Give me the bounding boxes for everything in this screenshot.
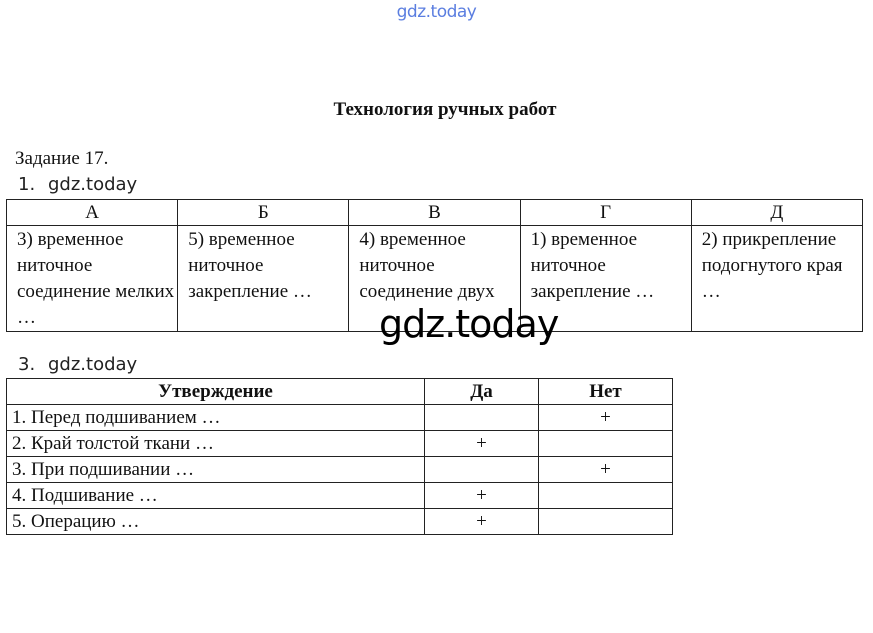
yes-cell: + — [425, 431, 539, 457]
part1-number: 1. — [18, 174, 36, 195]
matching-header-b: Б — [178, 200, 349, 226]
statement-cell: 3. При подшивании … — [7, 457, 425, 483]
yes-cell: + — [425, 509, 539, 535]
no-cell — [539, 483, 673, 509]
statement-header: Утверждение — [7, 379, 425, 405]
no-cell: + — [539, 457, 673, 483]
matching-cell: 3) временное ниточное соединение мелких … — [7, 226, 178, 332]
statements-header-row — [7, 379, 673, 405]
matching-header-a: А — [7, 200, 178, 226]
yes-cell — [425, 457, 539, 483]
part3-heading — [18, 354, 137, 375]
part1-site: gdz.today — [48, 174, 138, 195]
yes-header: Да — [425, 379, 539, 405]
matching-cell: 1) временное ниточное закрепление … — [520, 226, 691, 332]
task-label: Задание 17. — [15, 148, 109, 169]
yes-cell: + — [425, 483, 539, 509]
no-cell — [539, 509, 673, 535]
no-cell: + — [539, 405, 673, 431]
statement-cell: 2. Край толстой ткани … — [7, 431, 425, 457]
matching-cell: 5) временное ниточное закрепление … — [178, 226, 349, 332]
matching-header-g: Г — [520, 200, 691, 226]
part1-heading — [18, 174, 137, 195]
watermark-top: gdz.today — [396, 2, 477, 22]
table-row — [7, 509, 673, 535]
statement-cell: 4. Подшивание … — [7, 483, 425, 509]
table-row — [7, 405, 673, 431]
matching-header-v: В — [349, 200, 520, 226]
watermark-center: gdz.today — [379, 302, 559, 346]
matching-header-row — [7, 200, 863, 226]
part3-number: 3. — [18, 354, 36, 375]
statement-cell: 5. Операцию … — [7, 509, 425, 535]
matching-cell: 2) прикрепление подогнутого края … — [691, 226, 862, 332]
table-row — [7, 457, 673, 483]
page-title: Технология ручных работ — [333, 99, 557, 120]
yes-cell — [425, 405, 539, 431]
statements-table — [6, 378, 673, 535]
table-row — [7, 431, 673, 457]
statement-cell: 1. Перед подшиванием … — [7, 405, 425, 431]
matching-header-d: Д — [691, 200, 862, 226]
matching-cell: 4) временное ниточное соединение двух — [349, 226, 520, 332]
table-row — [7, 483, 673, 509]
no-header: Нет — [539, 379, 673, 405]
part3-site: gdz.today — [48, 354, 138, 375]
no-cell — [539, 431, 673, 457]
